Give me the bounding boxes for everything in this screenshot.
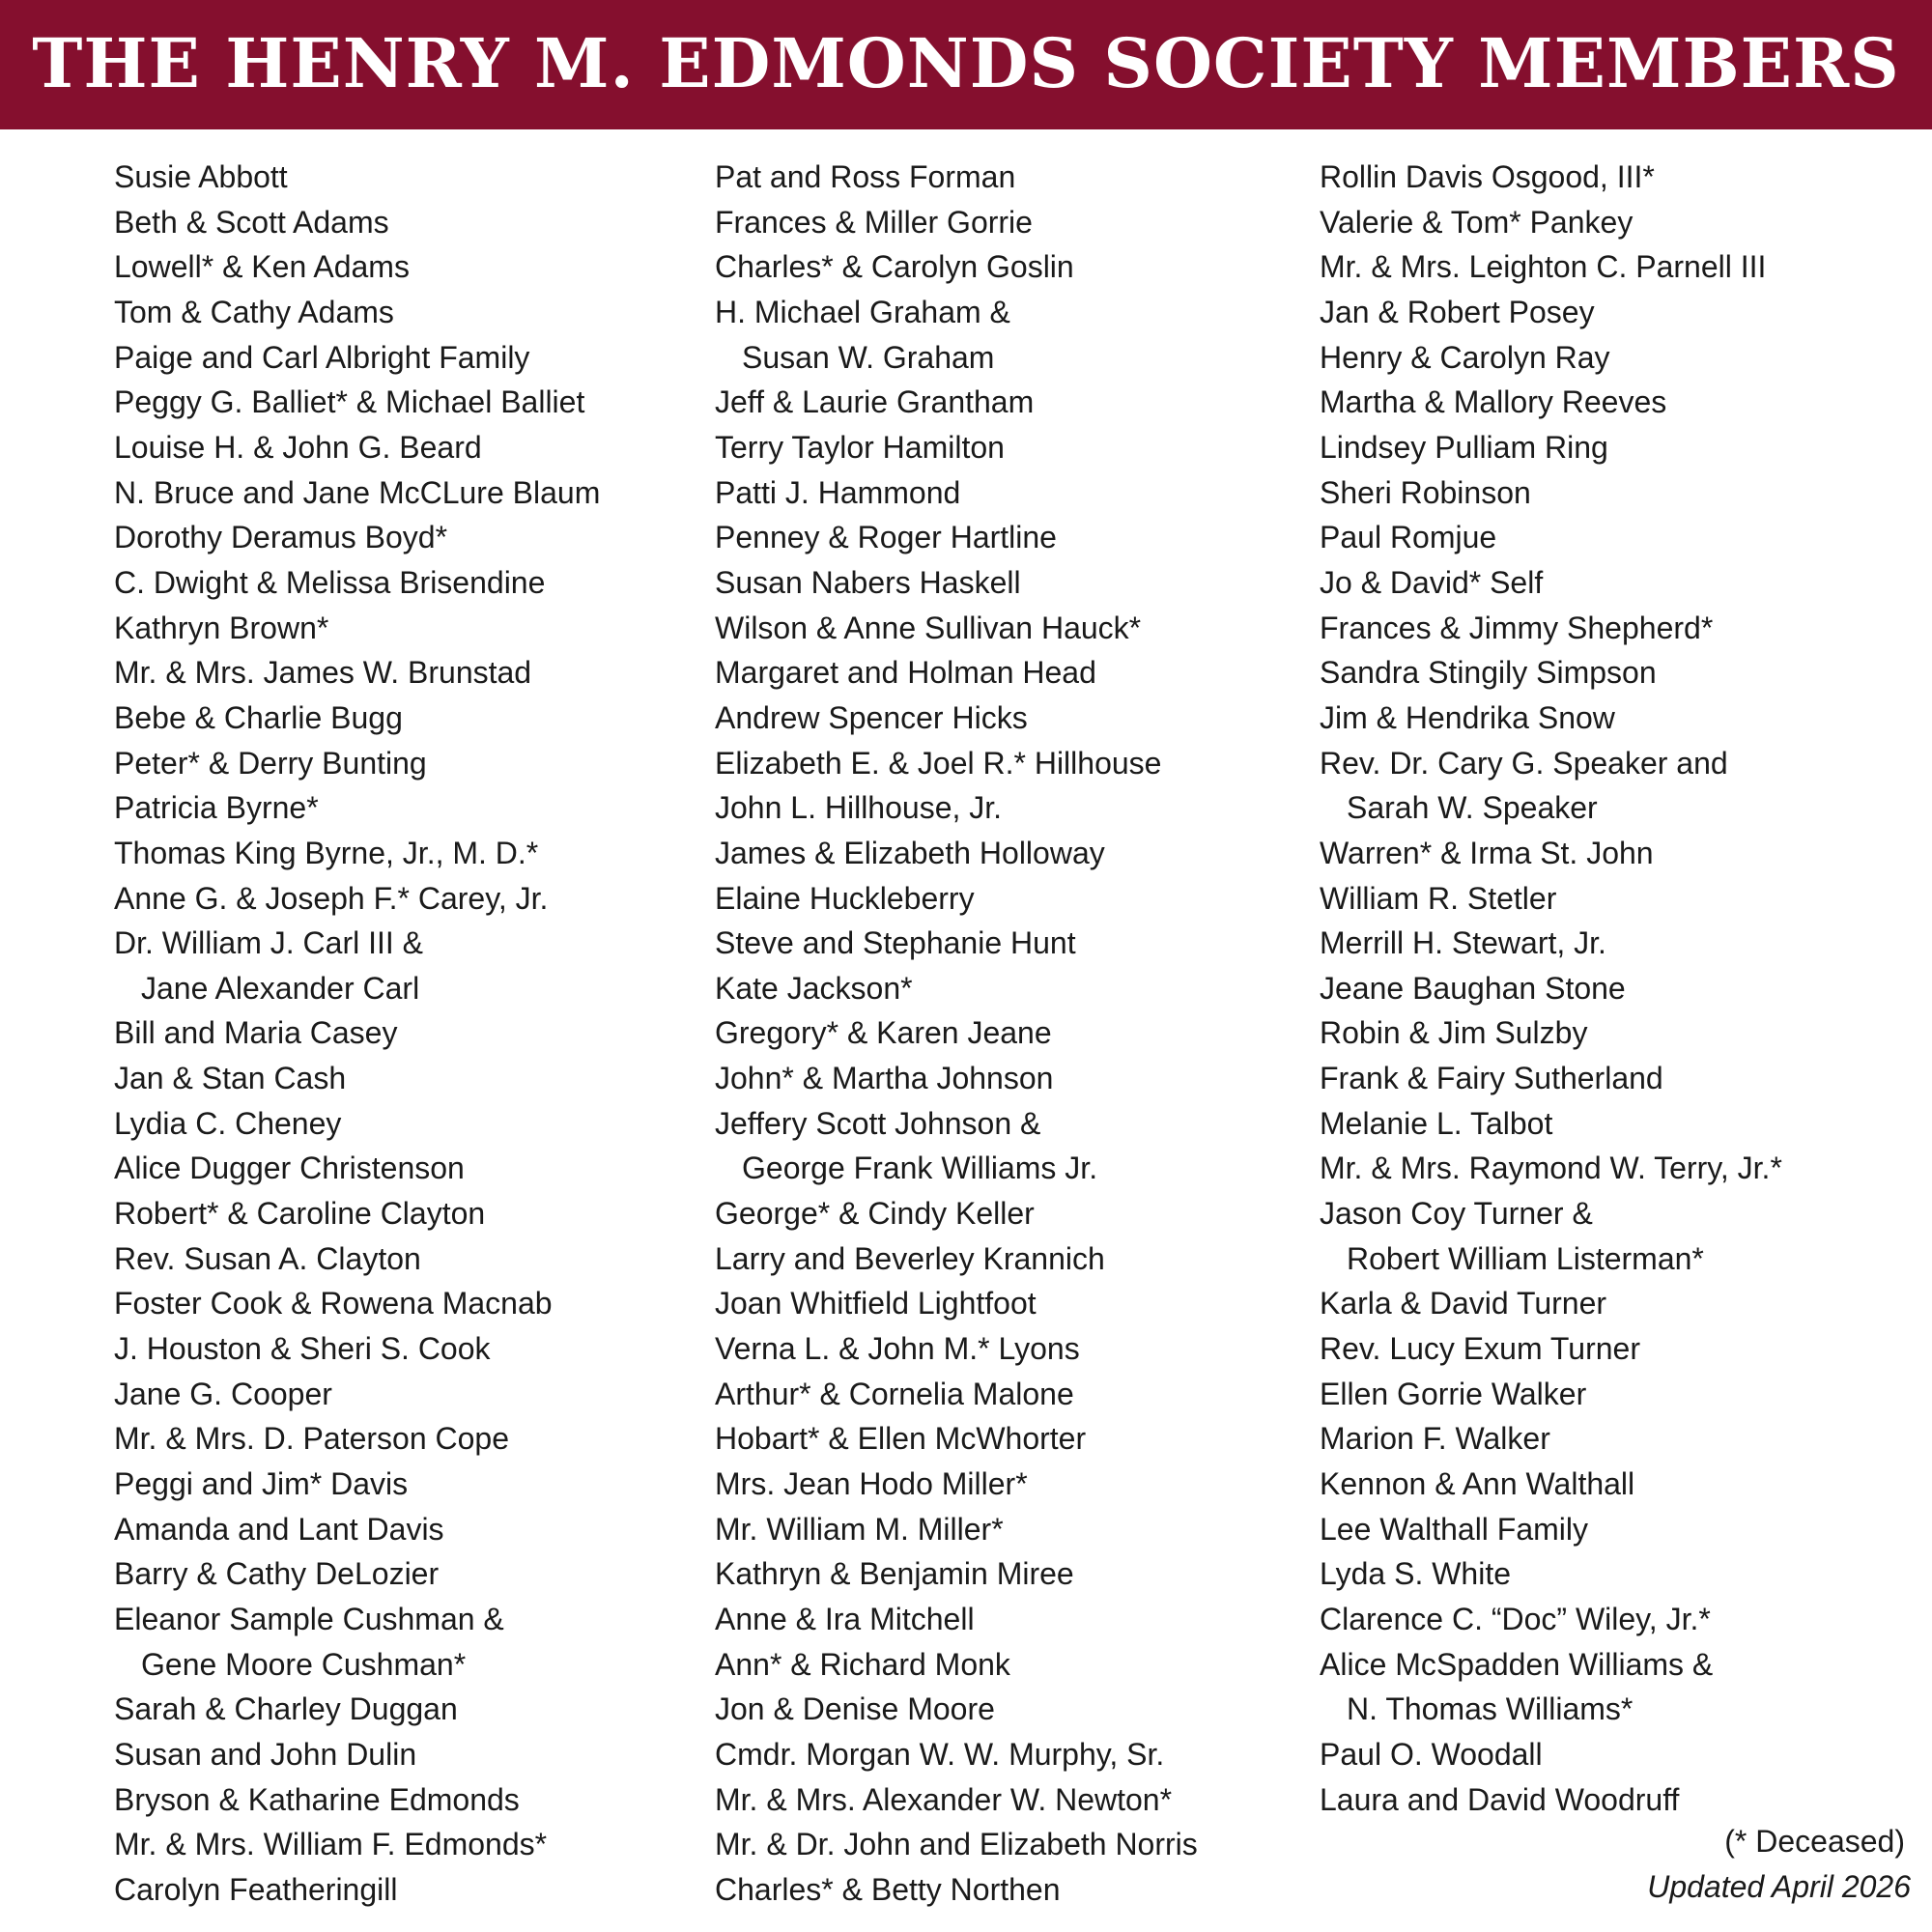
member-name: Hobart* & Ellen McWhorter: [715, 1421, 1087, 1457]
member-name: Jane G. Cooper: [114, 1376, 332, 1411]
member-name: John L. Hillhouse, Jr.: [715, 790, 1003, 826]
member-name: Mr. & Mrs. Alexander W. Newton*: [715, 1781, 1173, 1817]
member-name: Robert* & Caroline Clayton: [114, 1196, 486, 1232]
member-name: Alice McSpadden Williams &: [1320, 1646, 1714, 1682]
member-name: Ellen Gorrie Walker: [1320, 1376, 1587, 1411]
member-name: Patricia Byrne*: [114, 790, 319, 826]
member-name: Sarah & Charley Duggan: [114, 1691, 458, 1727]
member-name: Rev. Lucy Exum Turner: [1320, 1331, 1640, 1367]
member-name: Anne & Ira Mitchell: [715, 1602, 975, 1636]
member-name: Paige and Carl Albright Family: [114, 339, 530, 375]
member-name: N. Bruce and Jane McCLure Blaum: [114, 474, 601, 510]
member-name: Rollin Davis Osgood, III*: [1320, 159, 1655, 194]
member-name: Sandra Stingily Simpson: [1320, 655, 1657, 691]
member-name: Patti J. Hammond: [715, 474, 961, 510]
member-name-continuation: George Frank Williams Jr.: [742, 1151, 1098, 1186]
member-name: Bryson & Katharine Edmonds: [114, 1781, 520, 1817]
member-name: Carolyn Featheringill: [114, 1871, 398, 1907]
member-name: Henry & Carolyn Ray: [1320, 339, 1610, 375]
member-name: Jon & Denise Moore: [715, 1691, 995, 1727]
member-name: John* & Martha Johnson: [715, 1061, 1054, 1096]
member-name: Lyda S. White: [1320, 1556, 1512, 1592]
member-name: Charles* & Betty Northen: [715, 1871, 1061, 1907]
member-name-continuation: Sarah W. Speaker: [1347, 790, 1598, 826]
member-name: Merrill H. Stewart, Jr.: [1320, 925, 1606, 961]
member-name: Alice Dugger Christenson: [114, 1151, 465, 1186]
member-name: Tom & Cathy Adams: [114, 294, 394, 329]
member-name-continuation: Jane Alexander Carl: [141, 970, 420, 1006]
member-name: Susan Nabers Haskell: [715, 564, 1021, 600]
member-name: Jo & David* Self: [1320, 564, 1544, 600]
member-name-continuation: Gene Moore Cushman*: [141, 1646, 467, 1682]
member-name: Mrs. Jean Hodo Miller*: [715, 1466, 1028, 1502]
page-title: THE HENRY M. EDMONDS SOCIETY MEMBERS: [32, 22, 1900, 103]
member-name: Jeane Baughan Stone: [1320, 970, 1626, 1006]
member-name: Mr. & Mrs. James W. Brunstad: [114, 655, 532, 691]
member-name: Paul O. Woodall: [1320, 1736, 1543, 1772]
member-name: Jim & Hendrika Snow: [1320, 699, 1615, 735]
member-name: Peter* & Derry Bunting: [114, 745, 427, 781]
member-name: Marion F. Walker: [1320, 1421, 1550, 1457]
member-name: Steve and Stephanie Hunt: [715, 925, 1076, 961]
member-name: James & Elizabeth Holloway: [715, 835, 1105, 870]
member-name: Mr. & Mrs. D. Paterson Cope: [114, 1421, 510, 1457]
member-name: Frances & Jimmy Shepherd*: [1320, 610, 1714, 645]
member-name: Wilson & Anne Sullivan Hauck*: [715, 610, 1142, 645]
member-name: Pat and Ross Forman: [715, 159, 1016, 194]
member-column-2: [715, 155, 1198, 1913]
member-name: Kennon & Ann Walthall: [1320, 1466, 1635, 1502]
member-name: Kathryn Brown*: [114, 610, 329, 645]
member-name: Clarence C. “Doc” Wiley, Jr.*: [1320, 1602, 1711, 1636]
member-name: Lee Walthall Family: [1320, 1511, 1589, 1547]
member-name: Jan & Robert Posey: [1320, 294, 1595, 329]
member-name: Frank & Fairy Sutherland: [1320, 1061, 1663, 1096]
member-name: Margaret and Holman Head: [715, 655, 1096, 691]
member-name: Mr. William M. Miller*: [715, 1511, 1004, 1547]
member-name: Martha & Mallory Reeves: [1320, 384, 1667, 420]
member-name: J. Houston & Sheri S. Cook: [114, 1331, 491, 1367]
member-name: Karla & David Turner: [1320, 1286, 1607, 1321]
member-name: H. Michael Graham &: [715, 294, 1010, 329]
member-name: Mr. & Dr. John and Elizabeth Norris: [715, 1827, 1198, 1862]
member-name: Beth & Scott Adams: [114, 204, 389, 240]
member-name: Lindsey Pulliam Ring: [1320, 429, 1608, 465]
member-name: Robin & Jim Sulzby: [1320, 1015, 1588, 1051]
member-name: Peggy G. Balliet* & Michael Balliet: [114, 384, 585, 420]
member-name: Kathryn & Benjamin Miree: [715, 1556, 1074, 1592]
member-name: Cmdr. Morgan W. W. Murphy, Sr.: [715, 1736, 1165, 1772]
member-name: Bebe & Charlie Bugg: [114, 699, 403, 735]
member-name: Anne G. & Joseph F.* Carey, Jr.: [114, 880, 549, 916]
header-banner: [0, 0, 1932, 129]
member-name: Amanda and Lant Davis: [114, 1511, 444, 1547]
member-name: Dr. William J. Carl III &: [114, 925, 424, 961]
member-name: Louise H. & John G. Beard: [114, 429, 482, 465]
member-name: Laura and David Woodruff: [1320, 1781, 1680, 1817]
member-name: William R. Stetler: [1320, 880, 1557, 916]
member-name: Mr. & Mrs. Leighton C. Parnell III: [1320, 249, 1767, 285]
member-name: Jeffery Scott Johnson &: [715, 1105, 1041, 1141]
member-name: Larry and Beverley Krannich: [715, 1240, 1105, 1276]
member-name: Rev. Dr. Cary G. Speaker and: [1320, 745, 1728, 781]
member-name: Jeff & Laurie Grantham: [715, 384, 1035, 420]
member-name: Lowell* & Ken Adams: [114, 249, 410, 285]
member-name: Peggi and Jim* Davis: [114, 1466, 409, 1502]
member-name: Arthur* & Cornelia Malone: [715, 1376, 1074, 1411]
member-name: Thomas King Byrne, Jr., M. D.*: [114, 835, 539, 870]
member-name: Mr. & Mrs. Raymond W. Terry, Jr.*: [1320, 1151, 1782, 1186]
member-name: Dorothy Deramus Boyd*: [114, 520, 448, 555]
member-name: Jason Coy Turner &: [1320, 1196, 1593, 1232]
member-name: Penney & Roger Hartline: [715, 520, 1057, 555]
member-name: Verna L. & John M.* Lyons: [715, 1331, 1080, 1367]
member-name: Gregory* & Karen Jeane: [715, 1015, 1052, 1051]
member-name: Lydia C. Cheney: [114, 1105, 342, 1141]
member-name: Elizabeth E. & Joel R.* Hillhouse: [715, 745, 1162, 781]
member-name: Charles* & Carolyn Goslin: [715, 249, 1074, 285]
member-name: Bill and Maria Casey: [114, 1015, 398, 1051]
member-name: Rev. Susan A. Clayton: [114, 1240, 421, 1276]
member-name: Susan and John Dulin: [114, 1736, 417, 1772]
member-name: C. Dwight & Melissa Brisendine: [114, 564, 546, 600]
member-name: Elaine Huckleberry: [715, 880, 975, 916]
member-column-3: [1320, 155, 1782, 1822]
deceased-legend: (* Deceased): [1724, 1824, 1905, 1859]
member-name: Joan Whitfield Lightfoot: [715, 1286, 1037, 1321]
member-column-1: [114, 155, 600, 1913]
member-name: Terry Taylor Hamilton: [715, 429, 1005, 465]
member-name: Andrew Spencer Hicks: [715, 699, 1028, 735]
member-name: Jan & Stan Cash: [114, 1061, 347, 1096]
member-name: Warren* & Irma St. John: [1320, 835, 1654, 870]
member-name: Valerie & Tom* Pankey: [1320, 204, 1634, 240]
member-name: Foster Cook & Rowena Macnab: [114, 1286, 553, 1321]
member-name: Mr. & Mrs. William F. Edmonds*: [114, 1827, 548, 1862]
member-name: Paul Romjue: [1320, 520, 1497, 555]
member-name-continuation: Robert William Listerman*: [1347, 1240, 1704, 1276]
member-name: Eleanor Sample Cushman &: [114, 1602, 504, 1636]
member-name-continuation: N. Thomas Williams*: [1347, 1691, 1634, 1727]
updated-date: Updated April 2026: [1647, 1869, 1911, 1904]
member-name: Sheri Robinson: [1320, 474, 1531, 510]
member-name-continuation: Susan W. Graham: [742, 339, 995, 375]
member-name: Frances & Miller Gorrie: [715, 204, 1033, 240]
member-name: Barry & Cathy DeLozier: [114, 1556, 440, 1592]
member-name: George* & Cindy Keller: [715, 1196, 1035, 1232]
member-name: Ann* & Richard Monk: [715, 1646, 1010, 1682]
member-name: Susie Abbott: [114, 159, 288, 194]
member-name: Melanie L. Talbot: [1320, 1105, 1553, 1141]
member-name: Kate Jackson*: [715, 970, 913, 1006]
